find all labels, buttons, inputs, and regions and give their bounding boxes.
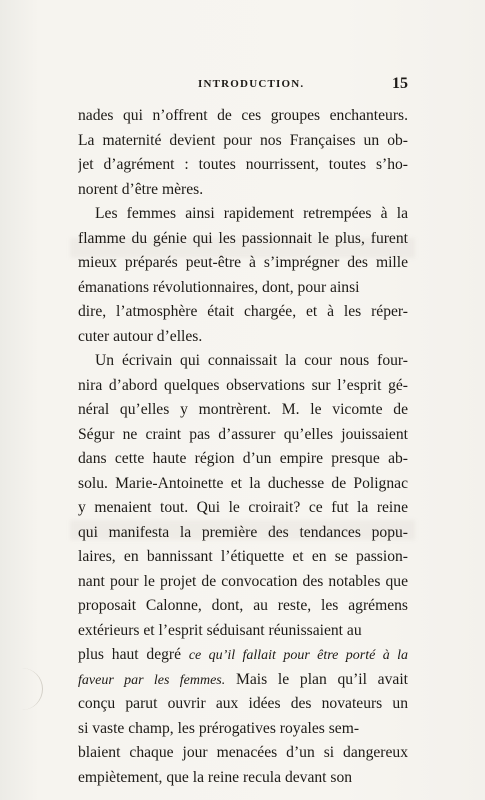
line-text: conçu parut ouvrir aux idées des novateurs un <box>78 695 408 712</box>
line-text: laires, en bannissant l’étiquette et en se passion- <box>78 548 408 565</box>
text-line <box>78 766 408 791</box>
text-line <box>78 178 408 203</box>
line-text: La maternité devient pour nos Françaises un ob- <box>78 131 408 149</box>
text-line <box>78 717 408 742</box>
line-text: y menaient tout. Qui le croirait? ce fut la reine <box>78 499 408 516</box>
line-text: extérieurs et l’esprit séduisant réunissaient au <box>78 621 362 639</box>
line-text: blaient chaque jour menacées d’un si dangereux <box>78 744 408 761</box>
line-text: Un écrivain qui connaissait la cour nous four- <box>95 352 408 369</box>
text-line <box>78 300 408 325</box>
line-text: plus haut degré <box>78 646 182 663</box>
text-line <box>78 251 408 276</box>
line-text: flamme du génie qui les passionnait le plus, furent <box>78 229 408 247</box>
line-text: Les femmes ainsi rapidement retrempées à la <box>95 205 408 222</box>
line-text: si vaste champ, les prérogatives royales sem- <box>78 719 360 737</box>
line-text: jet d’agrément : toutes nourrissent, toutes s’ho- <box>78 156 408 173</box>
text-line <box>78 496 408 521</box>
page-number: 15 <box>392 75 408 92</box>
text-line <box>78 619 408 644</box>
line-text: mieux préparés peut-être à s’imprégner des mille <box>78 254 408 271</box>
text-line <box>78 545 408 570</box>
text-line <box>78 594 408 619</box>
text-line <box>78 202 408 227</box>
text-line <box>78 349 408 374</box>
text-line <box>78 741 408 766</box>
text-line <box>78 692 408 717</box>
line-text: néral qu’elles y montrèrent. M. le vicomte de <box>78 401 408 418</box>
line-text: norent d’être mères. <box>78 180 204 198</box>
line-text: nira d’abord quelques observations sur l’esprit gé- <box>78 376 408 394</box>
running-title: INTRODUCTION. <box>198 78 305 90</box>
text-line <box>78 374 408 399</box>
text-line <box>78 643 408 668</box>
italic-phrase: ce qu’il fallait pour être porté à la <box>188 648 408 663</box>
text-line <box>78 447 408 472</box>
text-line <box>78 129 408 154</box>
text-line <box>78 325 408 350</box>
line-text: émanations révolutionnaires, dont, pour ainsi <box>78 278 360 296</box>
text-line <box>78 668 408 693</box>
line-text: Ségur ne craint pas d’assurer qu’elles jouissaient <box>78 425 408 443</box>
text-line <box>78 423 408 448</box>
text-line <box>78 104 408 129</box>
line-text: qui manifesta la première des tendances popu- <box>78 523 408 541</box>
line-text: nades qui n’offrent de ces groupes enchanteurs. <box>78 107 408 124</box>
italic-phrase: faveur par les femmes. <box>78 672 226 688</box>
text-line <box>78 570 408 595</box>
line-text: solu. Marie-Antoinette et la duchesse de Polignac <box>78 474 408 492</box>
line-text: nant pour le projet de convocation des notables que <box>78 572 408 590</box>
line-text: dire, l’atmosphère était chargée, et à les réper- <box>78 303 408 320</box>
text-line <box>78 398 408 423</box>
text-line <box>78 521 408 546</box>
text-line <box>78 227 408 252</box>
text-line <box>78 153 408 178</box>
line-text: empiètement, que la reine recula devant son <box>78 768 353 786</box>
line-text: dans cette haute région d’un empire presque ab- <box>78 450 408 467</box>
page-header <box>78 75 408 98</box>
body-text <box>78 104 408 790</box>
text-line <box>78 472 408 497</box>
line-text: cuter autour d’elles. <box>78 327 203 345</box>
text-line <box>78 276 408 301</box>
line-text: proposait Calonne, dont, au reste, les agrémens <box>78 597 408 614</box>
line-text: Mais le plan qu’il avait <box>225 670 408 688</box>
page-curl-mark <box>16 668 43 710</box>
